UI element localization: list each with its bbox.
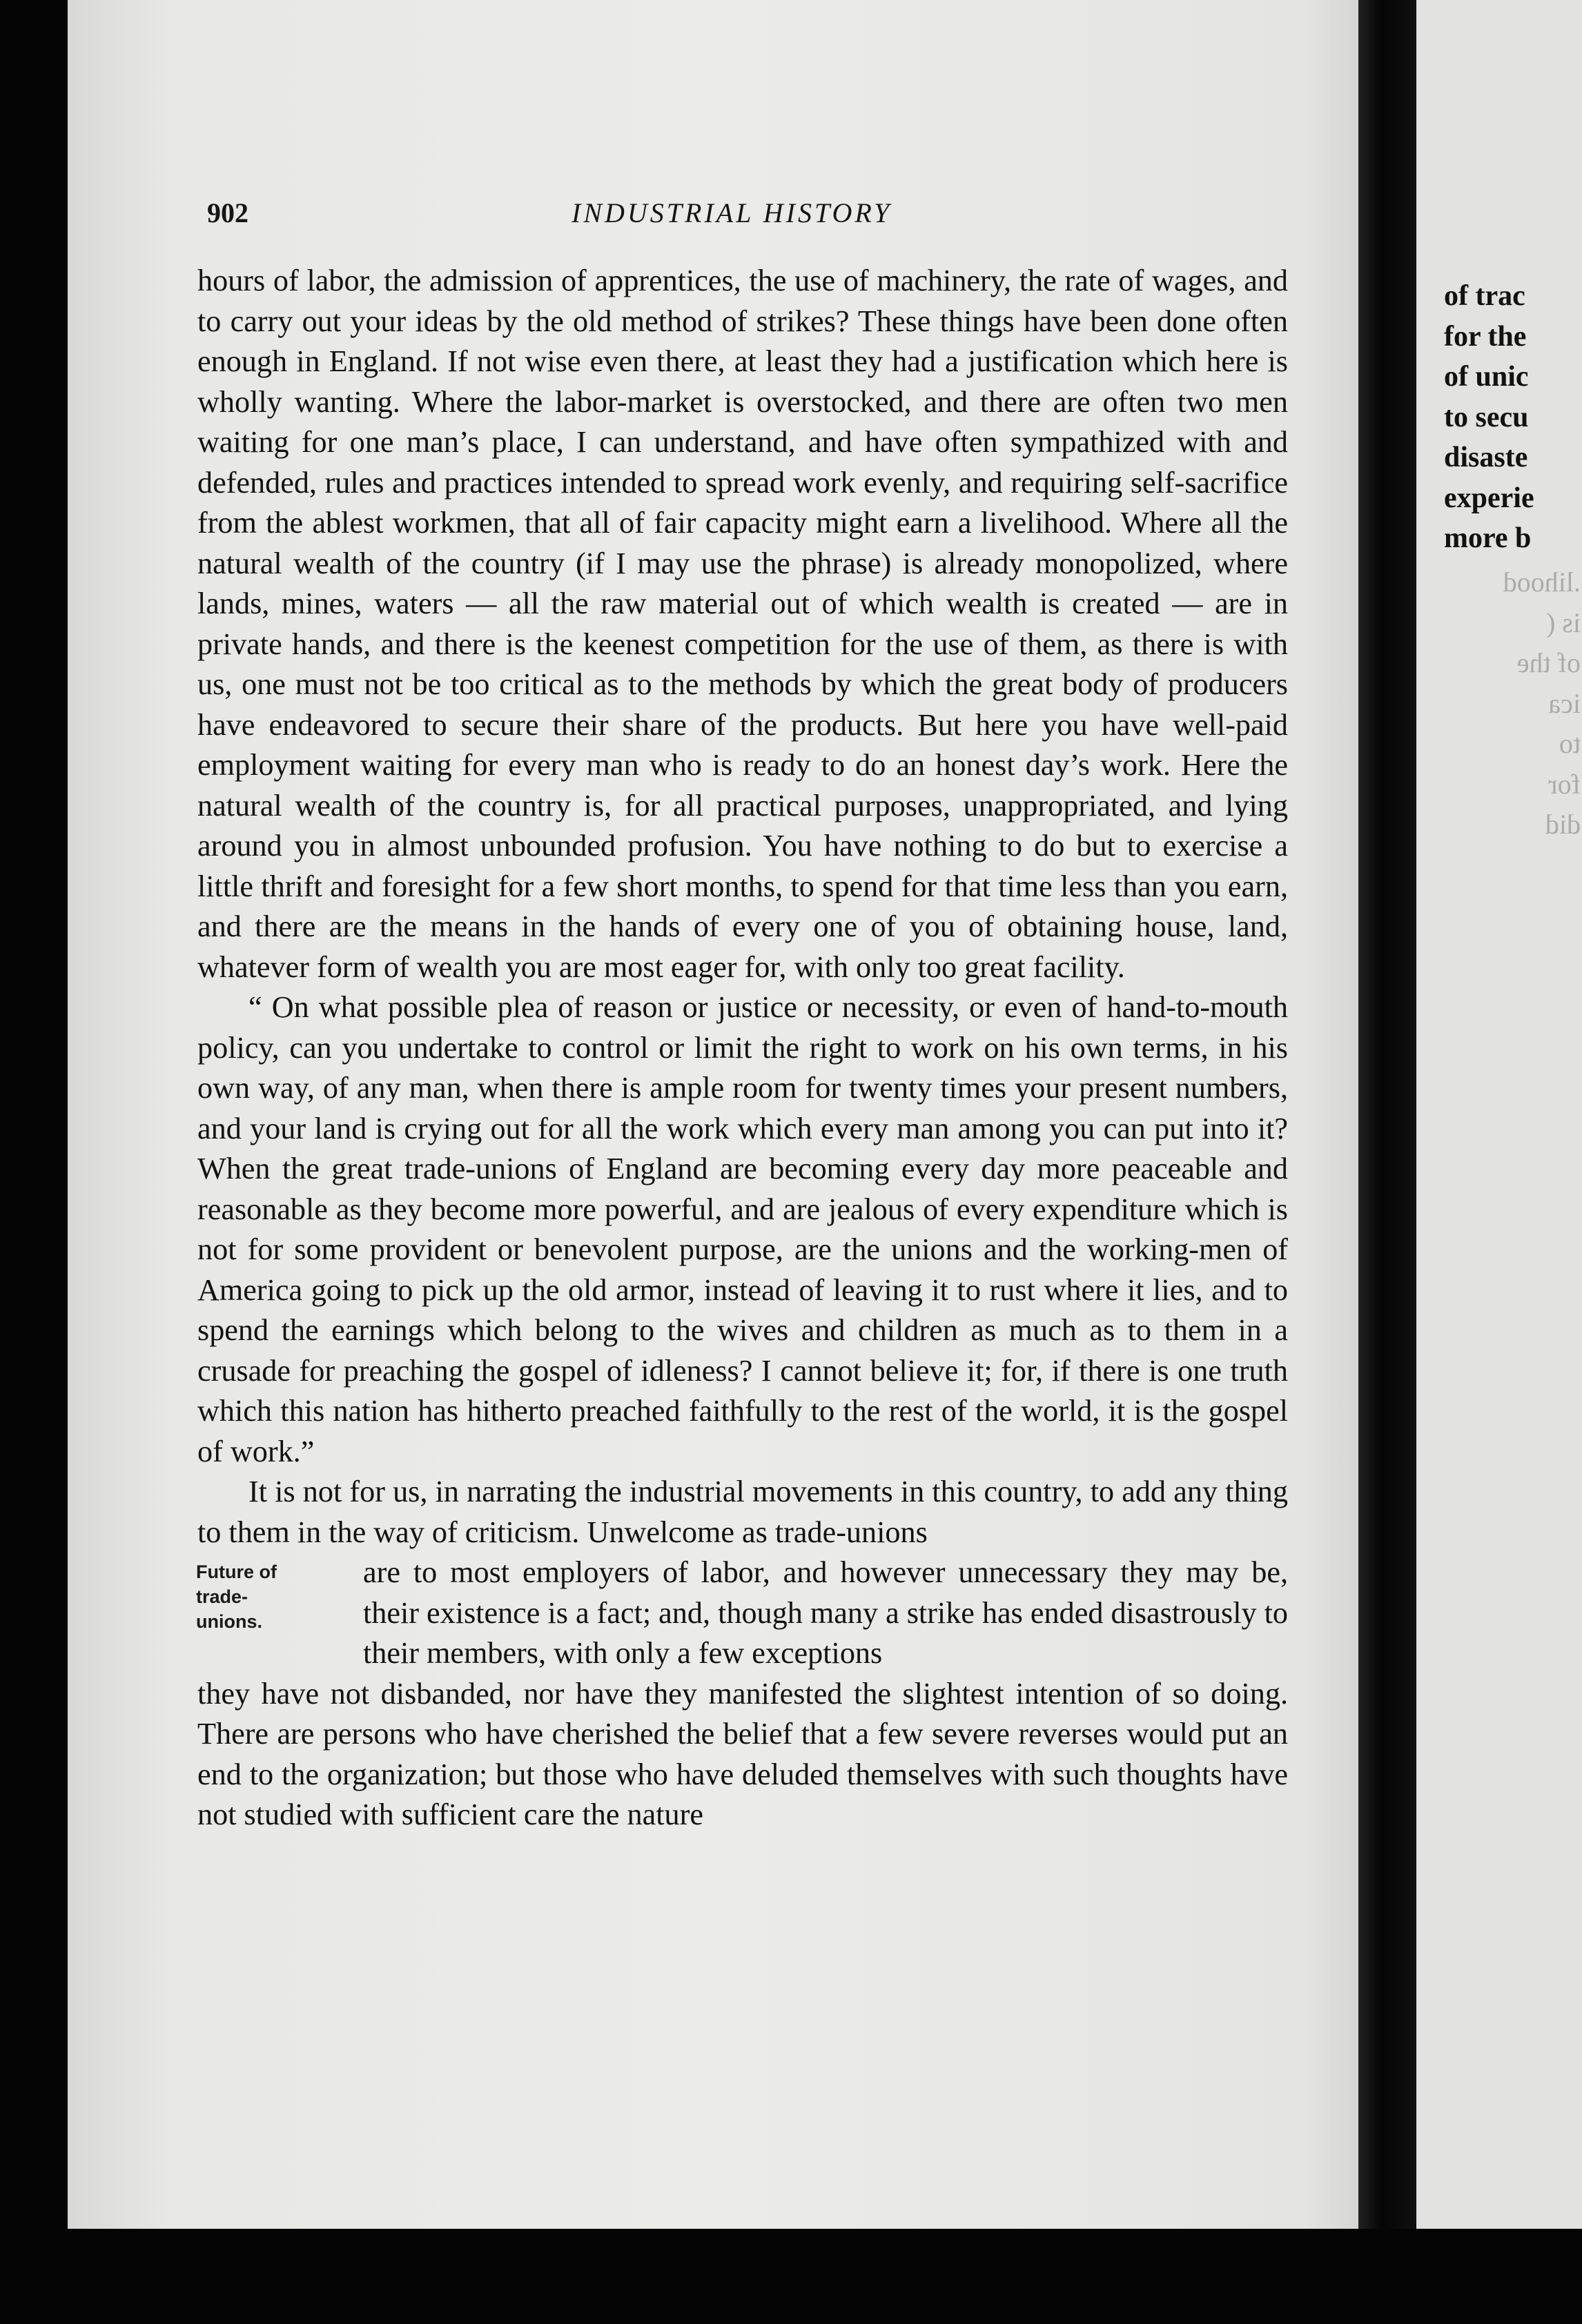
facing-line: disaste xyxy=(1444,442,1528,473)
facing-page-text xyxy=(1444,276,1582,559)
paragraph-3-rest: they have not disbanded, nor have they manifested the slightest intention of so doing. There are persons who have cherished the belief that a few severe reverses would put an end to the organization; but those who have deluded themselves with such thoughts have not studied with sufficient care the nature xyxy=(197,1676,1288,1831)
ghost-line: of the xyxy=(1516,647,1581,678)
ghost-line: .lihood xyxy=(1503,567,1581,598)
paragraph-3-hanging: are to most employers of labor, and however unnecessary they may be, their existence is a fact; and, though many a strike has ended disastrously to their members, with only a few exceptions xyxy=(363,1555,1288,1670)
book-gutter xyxy=(1358,0,1418,2229)
running-head: INDUSTRIAL HISTORY xyxy=(572,197,892,228)
facing-line: of unic xyxy=(1444,361,1529,393)
facing-line: to secu xyxy=(1444,401,1529,433)
paragraph-1: hours of labor, the admission of apprentices, the use of machinery, the rate of wages, and to carry out your ideas by the old method of strikes? These things have been done often enough in England. If not wise even there, at least they had a justification which here is wholly wanting. Where the labor-market is overstocked, and there are often two men waiting for one man’s place, I can understand, and have often sympathized with and defended, rules and practices intended to spread work evenly, and requiring self-sacrifice from the ablest workmen, that all of fair capacity might earn a livelihood. Where all the natural wealth of the country (if I may use the phrase) is already monopolized, where lands, mines, waters — all the raw material out of which wealth is created — are in private hands, and there is the keenest competition for the use of them, as there is with us, one must not be too critical as to the methods by which the great body of producers have endeavored to secure their share of the products. But here you have well-paid employment waiting for every man who is ready to do an honest day’s work. Here the natural wealth of the country is, for all practical purposes, unappropriated, and lying around you in almost unbounded profusion. You have nothing to do but to exercise a little thrift and foresight for a few short months, to spend for that time less than you earn, and there are the means in the hands of every one of you of obtaining house, land, whatever form of wealth you are most eager for, with only too great facility. xyxy=(197,264,1288,984)
ghost-line: did xyxy=(1545,809,1581,840)
facing-line: for the xyxy=(1444,320,1527,353)
margin-note-block xyxy=(197,1553,1288,1674)
ghost-line: is ( xyxy=(1546,607,1581,638)
paragraph-2: “ On what possible plea of reason or justice or necessity, or even of hand-to-mouth policy, can you undertake to control or limit the right to work on his own terms, in his own way, of any man, when there is ample room for twenty times your present numbers, and your land is crying out for all the work which every man among you can put into it? When the great trade-unions of England are becoming every day more peaceable and reasonable as they become more powerful, and are jealous of every expenditure which is not for some provident or benevolent purpose, are the unions and the working-men of America going to pick up the old armor, instead of leaving it to rust where it lies, and to spend the earnings which belong to the wives and children as much as to them in a crusade for preaching the gospel of idleness? I cannot believe it; for, if there is one truth which this nation has hitherto preached faithfully to the rest of the world, it is the gospel of work.” xyxy=(197,990,1288,1468)
bleed-through-text xyxy=(1443,562,1581,845)
ghost-line: to xyxy=(1559,728,1581,759)
ghost-line: for xyxy=(1548,768,1581,800)
page-number: 902 xyxy=(207,197,248,228)
facing-line: more b xyxy=(1444,522,1532,554)
page-header xyxy=(207,197,1311,238)
body-text xyxy=(197,261,1288,1835)
facing-line: of trac xyxy=(1444,280,1525,312)
facing-line: experie xyxy=(1444,482,1534,514)
ghost-line: ica xyxy=(1548,687,1581,719)
side-note: Future of trade- unions. xyxy=(196,1562,277,1632)
paragraph-3-intro: It is not for us, in narrating the industrial movements in this country, to add any thing to them in the way of criticism. Unwelcome as trade-unions xyxy=(197,1475,1288,1549)
